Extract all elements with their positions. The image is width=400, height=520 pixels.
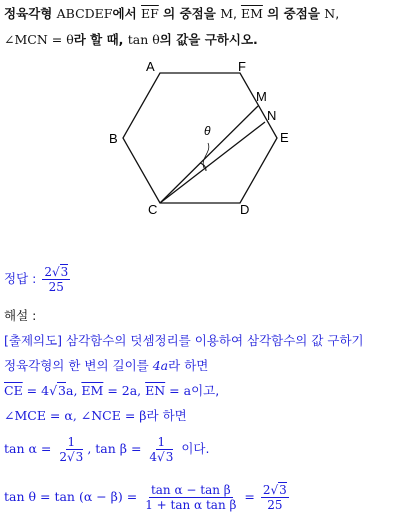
solution-text: 라 하면	[146, 408, 187, 423]
problem-text: 의 값을 구하시오.	[159, 32, 258, 47]
solution-angles	[4, 408, 187, 424]
solution-text: 이다.	[181, 441, 210, 456]
label-theta: θ	[204, 124, 211, 138]
value: = a	[165, 383, 192, 398]
problem-text: 라 할 때,	[73, 32, 128, 47]
label-d: D	[240, 202, 250, 217]
value: = 4	[22, 383, 50, 398]
angle-expr: ∠MCN = θ	[4, 32, 74, 47]
radicand: 3	[165, 450, 174, 464]
solution-text: 이고,	[191, 383, 220, 398]
segment-cn	[160, 122, 265, 203]
solution-text: 정육각형의 한 변의 길이를	[4, 358, 153, 373]
segment-en: $\overline{EN}$	[145, 383, 166, 398]
radicand: 3	[60, 265, 69, 279]
solution-tan-values	[4, 432, 209, 466]
answer-fraction	[42, 265, 70, 294]
fraction-denominator: 25	[267, 498, 283, 512]
final-fraction	[143, 483, 238, 512]
final-lhs: tan θ = tan (α − β) =	[4, 489, 142, 504]
point-n: N	[324, 6, 336, 21]
value: a,	[66, 383, 82, 398]
problem-text: 의 중점을	[158, 6, 221, 21]
problem-text: 의 중점을	[262, 6, 325, 21]
hexagon-name: ABCDEF	[56, 6, 113, 21]
label-m: M	[256, 89, 267, 104]
fraction-denominator: 1 + tan α tan β	[145, 498, 237, 512]
tan-beta-fraction	[147, 435, 175, 464]
fraction-numerator: tan α − tan β	[150, 483, 231, 497]
hexagon-figure	[0, 55, 400, 220]
radicand: 3	[75, 450, 84, 464]
tan-beta-lhs: , tan β =	[87, 441, 146, 456]
angle-defs: ∠MCE = α, ∠NCE = β	[4, 408, 147, 423]
radicand: 3	[58, 383, 66, 398]
point-m: M	[220, 6, 233, 21]
label-a: A	[146, 59, 155, 74]
radicand: 3	[279, 483, 287, 497]
problem-text: ,	[335, 6, 340, 21]
digit: 4	[149, 450, 158, 464]
answer-label: 정답 :	[4, 271, 37, 286]
segment-em: $\overline{EM}$	[81, 383, 104, 398]
fraction-numerator: 2√3	[262, 483, 287, 497]
problem-line-1	[4, 6, 339, 22]
solution-intent: [출제의도] 삼각함수의 덧셈정리를 이용하여 삼각함수의 값 구하기	[4, 333, 364, 348]
digit: 2	[59, 450, 68, 464]
segment-ce: $\overline{CE}$	[4, 383, 23, 398]
answer-line	[4, 264, 72, 294]
problem-line-2	[4, 32, 258, 48]
problem-text: 에서	[112, 6, 142, 21]
fraction-numerator: 1	[157, 435, 166, 449]
value: = 2a,	[103, 383, 146, 398]
segment-ef: $\overline{EF}$	[141, 6, 159, 21]
segment-em: $\overline{EM}$	[240, 6, 263, 21]
label-b: B	[109, 131, 118, 146]
solution-final	[4, 480, 291, 514]
label-e: E	[280, 130, 289, 145]
side-length: 4a	[152, 358, 169, 373]
tan-expr: tan θ	[127, 32, 160, 47]
solution-text: 라 하면	[168, 358, 209, 373]
hexagon-shape	[123, 73, 277, 203]
digit: 2	[44, 265, 52, 279]
label-c: C	[148, 202, 158, 217]
digit: 2	[262, 483, 271, 497]
solution-lengths: $\overline{CE} = 4√3a$, $\overline{EM} = 2a$, $\overline{EN} = a$이고,	[4, 383, 220, 398]
equals: =	[240, 489, 259, 504]
final-result-fraction	[261, 483, 289, 512]
fraction-numerator: 2√3	[44, 265, 69, 279]
fraction-denominator: 25	[48, 280, 64, 294]
fraction-denominator: 4√3	[149, 450, 174, 464]
fraction-numerator: 1	[67, 435, 76, 449]
label-f: F	[238, 59, 246, 74]
tan-alpha-lhs: tan α =	[4, 441, 56, 456]
label-n: N	[267, 108, 277, 123]
fraction-denominator: 2√3	[59, 450, 84, 464]
solution-label: 해설 :	[4, 308, 37, 323]
problem-text: ,	[233, 6, 241, 21]
solution-side	[4, 358, 208, 374]
segment-cm	[160, 106, 258, 203]
tan-alpha-fraction	[57, 435, 85, 464]
problem-text: 정육각형	[4, 6, 57, 21]
